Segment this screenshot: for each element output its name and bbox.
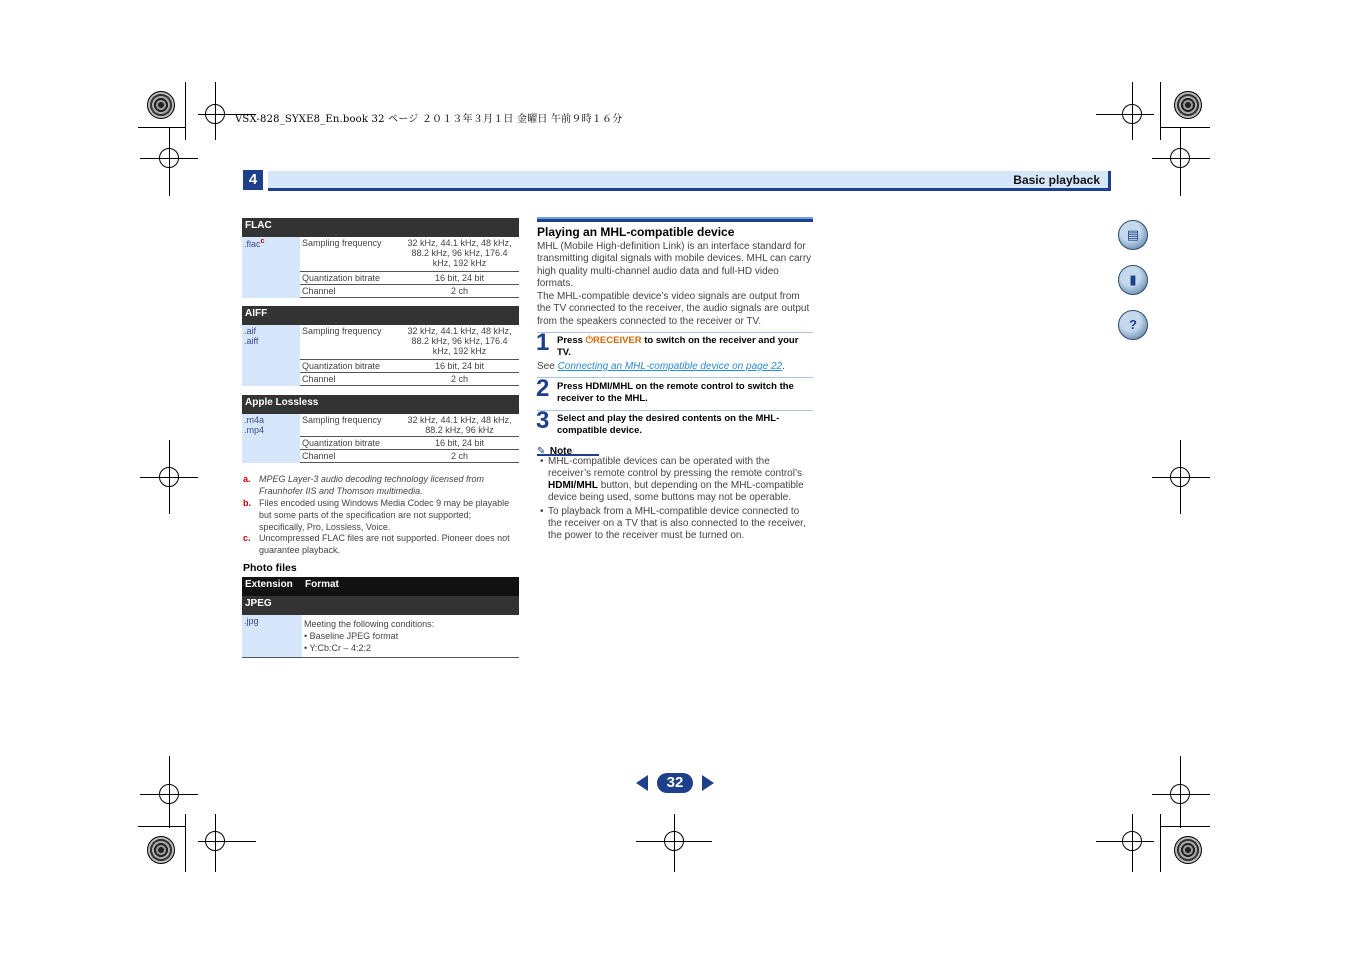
footnote-mark: c. [243, 533, 251, 543]
alac-extension-cell [242, 414, 300, 463]
footnote-b [243, 497, 518, 533]
footnote-text: Uncompressed FLAC files are not supported. Pioneer does not guarantee playback. [259, 533, 510, 555]
flac-extension: .flac [244, 239, 261, 249]
footnote-text: MPEG Layer-3 audio decoding technology licensed from Fraunhofer IIS and Thomson multimedia. [259, 474, 484, 496]
bullet-mark: • [540, 506, 544, 517]
aiff-extension: .aiff [244, 336, 259, 346]
jpeg-format-line: Meeting the following conditions: [304, 619, 435, 629]
next-page-arrow-icon[interactable] [702, 775, 714, 791]
step-3-text: Select and play the desired contents on the MHL-compatible device. [557, 413, 780, 436]
table-row-value: 32 kHz, 44.1 kHz, 48 kHz, 88.2 kHz, 96 kHz, 176.4 kHz, 192 kHz [400, 325, 519, 360]
question-icon[interactable]: ? [1118, 310, 1148, 340]
registration-rosette-icon [147, 91, 175, 119]
section-title: Playing an MHL-compatible device [537, 225, 735, 239]
footnote-marker: c [260, 238, 265, 245]
book-icon[interactable]: ▤ [1118, 220, 1148, 250]
jpeg-header: JPEG [242, 596, 519, 615]
hdmi-mhl-button-name: HDMI/MHL [548, 480, 598, 491]
apple-lossless-header: Apple Lossless [242, 395, 519, 414]
note-text: MHL-compatible devices can be operated with the receiver’s remote control by pressing the remote control’s [548, 456, 803, 479]
table-row-label: Quantization bitrate [300, 272, 400, 285]
receiver-key: ⏻RECEIVER [585, 335, 642, 346]
table-row-value: 32 kHz, 44.1 kHz, 48 kHz, 88.2 kHz, 96 kHz [400, 414, 519, 437]
see-suffix: . [782, 361, 785, 372]
footnote-mark: b. [243, 498, 251, 508]
chapter-bar [268, 171, 1111, 191]
flac-extension-cell [242, 237, 300, 298]
jpeg-extension: .jpg [242, 615, 302, 658]
print-header-line: VSX-828_SYXE8_En.book 32 ページ ２０１３年３月１日 金曜日 午前９時１６分 [235, 114, 623, 125]
step-1-text [557, 335, 811, 359]
footnote-mark: a. [243, 474, 251, 484]
note-bullet-2 [540, 506, 812, 542]
flac-header: FLAC [242, 218, 519, 237]
step-divider [537, 332, 813, 333]
table-row-value: 16 bit, 24 bit [400, 272, 519, 285]
table-row-value: 2 ch [400, 285, 519, 298]
registration-rosette-icon [1174, 91, 1202, 119]
apple-lossless-table [242, 395, 519, 463]
aiff-table [242, 306, 519, 386]
footnote-a [243, 473, 518, 497]
step-number: 1 [536, 329, 550, 356]
mhl-intro-paragraph: MHL (Mobile High-definition Link) is an interface standard for transmitting digital signals with mobile devices. MHL can carry high quality multi-channel audio data and full-HD video formats. [537, 241, 812, 289]
mhl-connection-link[interactable]: Connecting an MHL-compatible device on page 22 [557, 361, 783, 372]
photo-col-extension: Extension [242, 577, 302, 596]
step-number: 2 [536, 375, 550, 402]
alac-extension: .mp4 [244, 425, 265, 435]
table-row-label: Quantization bitrate [300, 437, 400, 450]
table-row-label: Sampling frequency [300, 414, 400, 437]
aiff-extension: .aif [244, 326, 257, 336]
pencil-icon: ✎ [537, 446, 546, 457]
photo-files-title: Photo files [243, 562, 297, 574]
note-bullet-1 [540, 456, 812, 504]
note-text: To playback from a MHL-compatible device connected to the receiver on a TV that is also connected to the receiver, the power to the receiver must be turned on. [548, 506, 806, 541]
photo-table [242, 577, 519, 658]
step-text-part: to switch on the receiver and your TV. [557, 335, 799, 358]
table-row-value: 16 bit, 24 bit [400, 437, 519, 450]
bullet-mark: • [540, 456, 544, 467]
chapter-title: Basic playback [1013, 173, 1100, 187]
note-heading [537, 441, 599, 456]
step-divider [537, 410, 813, 411]
jpeg-format-line: • Baseline JPEG format [304, 631, 399, 641]
footnote-text: Files encoded using Windows Media Codec 9 may be playable but some parts of the specification are not supported; specifically, Pro, Lossless, Voice. [259, 498, 510, 532]
section-rule [537, 217, 813, 222]
step-2-text: Press HDMI/MHL on the remote control to switch the receiver to the MHL. [557, 381, 794, 404]
previous-page-arrow-icon[interactable] [636, 775, 648, 791]
table-row-label: Channel [300, 450, 400, 463]
note-label: Note [549, 446, 573, 457]
page-number: 32 [657, 773, 693, 793]
alac-extension: .m4a [244, 415, 265, 425]
table-row-label: Sampling frequency [300, 237, 400, 272]
photo-col-format: Format [302, 577, 519, 596]
table-row-label: Quantization bitrate [300, 360, 400, 373]
table-row-value: 16 bit, 24 bit [400, 360, 519, 373]
step-divider [537, 377, 813, 378]
see-reference [537, 361, 813, 373]
see-prefix: See [537, 361, 558, 372]
table-row-value: 2 ch [400, 373, 519, 386]
jpeg-format-cell [302, 615, 519, 658]
mhl-output-paragraph: The MHL-compatible device’s video signals are output from the TV connected to the receiver, the audio signals are output from the speakers connected to the receiver or TV. [537, 291, 810, 327]
chapter-number: 4 [243, 170, 263, 190]
registration-rosette-icon [147, 836, 175, 864]
table-row-value: 2 ch [400, 450, 519, 463]
table-row-label: Channel [300, 373, 400, 386]
table-row-label: Sampling frequency [300, 325, 400, 360]
table-row-label: Channel [300, 285, 400, 298]
step-number: 3 [536, 407, 550, 434]
flac-table [242, 218, 519, 298]
step-text-part: Press [557, 335, 586, 346]
footnote-c [243, 532, 518, 556]
aiff-header: AIFF [242, 306, 519, 325]
jpeg-format-line: • Y:Cb:Cr – 4:2:2 [304, 643, 372, 653]
registration-rosette-icon [1174, 836, 1202, 864]
remote-icon[interactable]: ▮ [1118, 265, 1148, 295]
table-row-value: 32 kHz, 44.1 kHz, 48 kHz, 88.2 kHz, 96 kHz, 176.4 kHz, 192 kHz [400, 237, 519, 272]
note-text: button, but depending on the MHL-compatible device being used, some buttons may not be operable. [548, 480, 804, 503]
aiff-extension-cell [242, 325, 300, 386]
